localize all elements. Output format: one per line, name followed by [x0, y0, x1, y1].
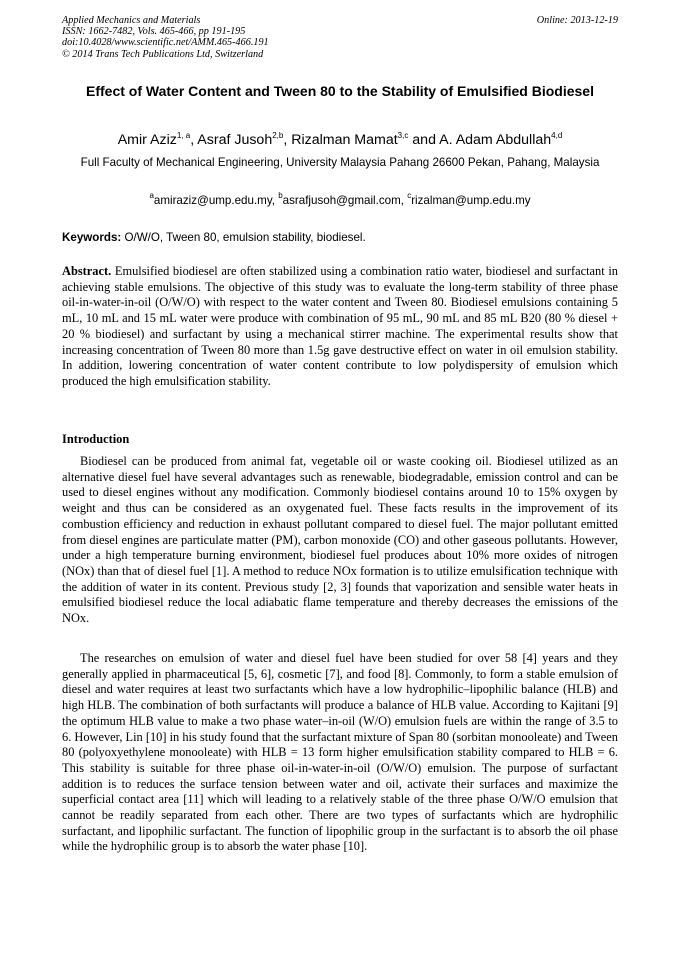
- author-separator: ,: [283, 132, 292, 148]
- email-address: rizalman@ump.edu.my: [411, 194, 531, 207]
- author-name: Amir Aziz: [117, 132, 177, 148]
- email-address: amiraziz@ump.edu.my,: [153, 194, 279, 207]
- affiliation: Full Faculty of Mechanical Engineering, University Malaysia Pahang 26600 Pekan, Pahang, Malaysia: [80, 156, 600, 169]
- abstract-text: Emulsified biodiesel are often stabilized using a combination ratio water, biodiesel and surfactant in achieving stable emulsions. The objective of this study was to evaluate the long-term stability of three phase oil-in-water-in-oil (O/W/O) with respect to the water content and Tween 80. Biodiesel emulsions containing 5 mL, 10 mL and 15 mL water were produce with combination of 95 mL, 90 mL and 85 mL B20 (80 % diesel + 20 % biodiesel) and surfactant by using a mechanical stirrer machine. The experimental results show that increasing concentration of Tween 80 more than 1.5g gave destructive effect on water in oil emulsion stability. In addition, lowering concentration of water content contribute to low polydispersity of emulsion which produced the high emulsification stability.: [62, 264, 618, 388]
- author-affiliation-mark: 2,b: [272, 131, 284, 140]
- intro-paragraph-2: [62, 651, 618, 855]
- paragraph-text: The researches on emulsion of water and diesel fuel have been studied for over 58 [4] years and they generally applied in pharmaceutical [5, 6], cosmetic [7], and food [8]. Commonly, to form a stable emulsion of diesel and water requires at least two surfactants which have a low hydrophilic–lipophilic balance (HLB) and high HLB. The combination of both surfactants will produce a balance of HLB value. According to Kajitani [9] the optimum HLB value to make a two phase water–in-oil (W/O) emulsion fuels are within the range of 3.5 to 6. However, Lin [10] in his study found that the surfactant mixture of Span 80 (sorbitan monooleate) and Tween 80 (polyoxyethylene monooleate) with HLB = 13 form higher emulsification stability compared to HLB = 6. This stability is suitable for three phase oil-in-water-in-oil (O/W/O) emulsion. The purpose of surfactant addition is to reduces the surface tension between water and oil, activate their surfaces and maximize the superficial contact area [11] which will leading to a relatively stable of the three phase O/W/O emulsion that cannot be readily separated from each other. There are two types of surfactants which are hydrophilic surfactant, and lipophilic surfactant. The function of lipophilic group in the surfactant is to absorb the oil phase while the hydrophilic group is to absorb the water phase [10].: [62, 651, 618, 854]
- author-separator: ,: [190, 132, 198, 148]
- author-name: A. Adam Abdullah: [439, 132, 552, 148]
- section-heading-introduction: Introduction: [62, 432, 130, 446]
- copyright-line: © 2014 Trans Tech Publications Ltd, Switzerland: [62, 48, 264, 60]
- issn-line: ISSN: 1662-7482, Vols. 465-466, pp 191-195: [62, 26, 246, 38]
- abstract-label: Abstract.: [62, 264, 112, 278]
- email-mark: c: [407, 191, 412, 200]
- keywords-text: O/W/O, Tween 80, emulsion stability, biodiesel.: [121, 231, 366, 244]
- author-list: [62, 131, 618, 149]
- email-mark: b: [278, 191, 283, 200]
- author-separator: and: [408, 132, 440, 148]
- author-name: Asraf Jusoh: [197, 132, 273, 148]
- email-mark: a: [149, 191, 154, 200]
- online-date: Online: 2013-12-19: [536, 15, 618, 26]
- author-affiliation-mark: 4,d: [551, 131, 563, 140]
- paper-title: Effect of Water Content and Tween 80 to the Stability of Emulsified Biodiesel: [86, 83, 594, 99]
- author-affiliation-mark: 3,c: [397, 131, 409, 140]
- journal-header: [62, 15, 618, 60]
- journal-name: Applied Mechanics and Materials: [62, 15, 201, 26]
- keywords: [62, 230, 618, 246]
- abstract: [62, 264, 618, 390]
- doi-line: doi:10.4028/www.scientific.net/AMM.465-466.191: [62, 37, 269, 49]
- email-list: [62, 193, 618, 209]
- author-affiliation-mark: 1, a: [176, 131, 191, 140]
- author-name: Rizalman Mamat: [291, 132, 398, 148]
- email-address: asrafjusoh@gmail.com,: [282, 194, 408, 207]
- keywords-label: Keywords:: [62, 231, 122, 244]
- intro-paragraph-1: [62, 454, 618, 627]
- paragraph-text: Biodiesel can be produced from animal fat, vegetable oil or waste cooking oil. Biodiesel utilized as an alternative diesel fuel have several advantages such as renewable, biodegradable, emission control and can be used to diesel engines without any modification. Commonly biodiesel contains around 10 to 15% oxygen by weight and thus can be considered as an oxygenated fuel. These facts results in the improvement of its combustion efficiency and reduction in exhaust pollutant compared to diesel fuel. The major pollutant emitted from diesel engines are particulate matter (PM), carbon monoxide (CO) and other gaseous pollutants. However, under a high temperature burning environment, biodiesel fuel produces about 10% more oxides of nitrogen (NOx) than that of diesel fuel [1]. A method to reduce NOx formation is to utilize emulsification technique with the addition of water in its content. Previous study [2, 3] founds that vaporization and sensible water heats in emulsified biodiesel reduce the local adiabatic flame temperature and thereby decreases the emissions of the NOx.: [62, 454, 618, 626]
